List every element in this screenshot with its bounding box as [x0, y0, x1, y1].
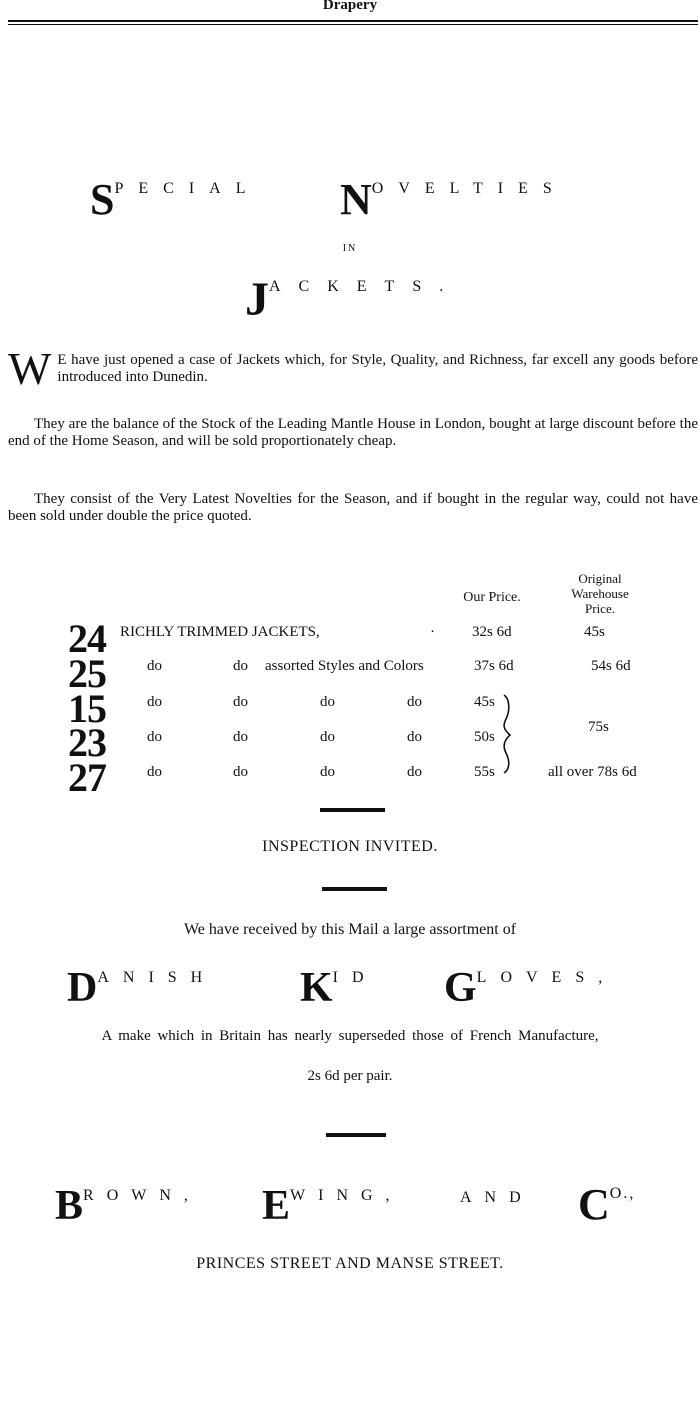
firm-initial: E: [262, 1183, 291, 1229]
gloves-initial: G: [444, 965, 477, 1011]
row-do: do: [320, 729, 335, 745]
divider-rule: [322, 887, 387, 891]
row-do: do: [407, 729, 422, 745]
row-do: do: [147, 694, 162, 710]
gloves-initial: D: [67, 965, 98, 1011]
firm-rest: WING,: [290, 1187, 403, 1204]
firm-word-co: [578, 1180, 636, 1229]
gloves-initial: K: [300, 965, 333, 1011]
row-quantity: 27: [68, 755, 106, 800]
row-quantity: 15: [68, 686, 106, 731]
firm-rest: O.,: [609, 1185, 636, 1202]
row-do: do: [147, 764, 162, 780]
gloves-word-kid: [300, 967, 378, 1009]
row-our-price: 45s: [474, 694, 495, 710]
firm-and: AND: [460, 1189, 534, 1206]
firm-initial: C: [578, 1180, 610, 1229]
row-warehouse-price: all over 78s 6d: [548, 764, 637, 780]
divider-rule: [326, 1133, 386, 1137]
row-description: assorted Styles and Colors: [265, 658, 424, 674]
stock-paragraph: They are the balance of the Stock of the Leading Mantle House in London, bought at large discount before the end of the Home Season, and will be sold proportionately cheap.: [8, 416, 698, 449]
heading-rest: PECIAL: [114, 180, 261, 197]
gloves-word-gloves: [444, 967, 616, 1009]
row-dot: ·: [430, 624, 435, 640]
row-our-price: 37s 6d: [474, 658, 514, 674]
heading-rest: ACKETS.: [269, 278, 462, 295]
row-our-price: 55s: [474, 764, 495, 780]
heading-initial: J: [245, 273, 269, 326]
heading-word-novelties: [340, 175, 567, 224]
gloves-rest: ID: [332, 969, 378, 986]
row-do: do: [233, 694, 248, 710]
row-our-price: 32s 6d: [472, 624, 512, 640]
row-do: do: [233, 658, 248, 674]
heading-rest: OVELTIES: [371, 180, 567, 197]
row-do: do: [407, 694, 422, 710]
gloves-rest: ANISH: [97, 969, 217, 986]
firm-initial: B: [55, 1183, 84, 1229]
col-warehouse-line: Price.: [585, 601, 615, 616]
firm-word-brown: [55, 1185, 201, 1227]
row-warehouse-price: 54s 6d: [591, 658, 631, 674]
inspection-line: INSPECTION INVITED.: [262, 838, 438, 855]
gloves-rest: LOVES,: [476, 969, 617, 986]
drop-cap: W: [8, 343, 52, 394]
row-do: do: [233, 764, 248, 780]
gloves-description: A make which in Britain has nearly superseded those of French Manufacture,: [101, 1028, 599, 1044]
row-quantity: 25: [68, 651, 106, 696]
row-quantity: 24: [68, 616, 106, 661]
col-warehouse-price: [552, 571, 648, 616]
heading-word-jackets: [245, 273, 462, 326]
header-rule-thin: [8, 24, 698, 25]
firm-word-and: [460, 1187, 534, 1207]
header-rule: [8, 20, 698, 22]
row-warehouse-price: 75s: [588, 719, 609, 735]
address-line: PRINCES STREET AND MANSE STREET.: [196, 1255, 504, 1272]
row-do: do: [320, 694, 335, 710]
col-warehouse-line: Original: [578, 571, 622, 586]
gloves-word-danish: [67, 967, 216, 1009]
heading-in: IN: [342, 243, 358, 254]
heading-initial: N: [340, 175, 372, 224]
heading-initial: S: [90, 175, 115, 224]
brace-icon: [498, 693, 518, 775]
row-do: do: [233, 729, 248, 745]
col-our-price: Our Price.: [463, 590, 521, 605]
row-quantity: 23: [68, 720, 106, 765]
divider-rule: [320, 808, 385, 812]
row-do: do: [147, 658, 162, 674]
heading-word-special: [90, 175, 261, 224]
row-do: do: [320, 764, 335, 780]
firm-word-ewing: [262, 1185, 403, 1227]
page-header: Drapery: [322, 0, 378, 13]
intro-text: E have just opened a case of Jackets which, for Style, Quality, and Richness, far excell any goods before introduced into Dunedin.: [57, 352, 698, 385]
row-our-price: 50s: [474, 729, 495, 745]
firm-rest: ROWN,: [83, 1187, 201, 1204]
row-description: RICHLY TRIMMED JACKETS,: [120, 624, 320, 640]
col-warehouse-line: Warehouse: [571, 586, 629, 601]
row-do: do: [147, 729, 162, 745]
novelties-paragraph: They consist of the Very Latest Novelties for the Season, and if bought in the regular way, could not have been sold under double the price quoted.: [8, 491, 698, 524]
row-do: do: [407, 764, 422, 780]
gloves-price: 2s 6d per pair.: [307, 1068, 393, 1084]
row-warehouse-price: 45s: [584, 624, 605, 640]
intro-paragraph: [8, 343, 698, 394]
mail-line: We have received by this Mail a large assortment of: [183, 921, 517, 938]
